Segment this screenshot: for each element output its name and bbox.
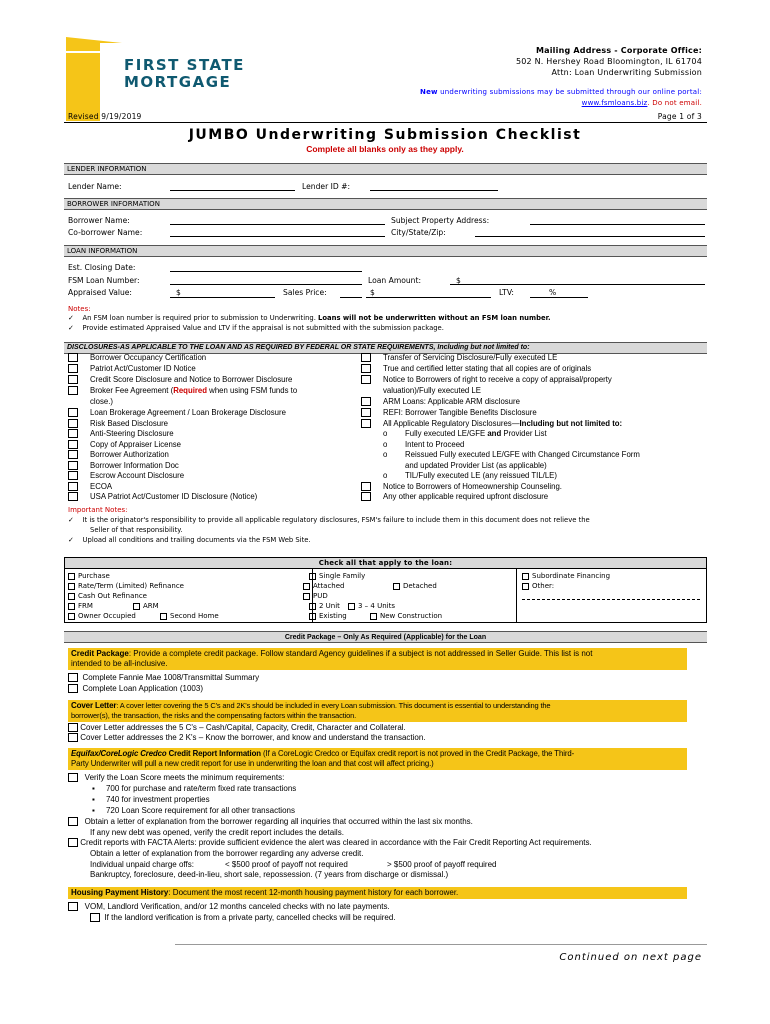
- checkbox-icon[interactable]: [68, 440, 78, 449]
- ltv-percent: %: [549, 288, 557, 297]
- purchase-label: Purchase: [78, 572, 110, 580]
- note-1: [68, 314, 551, 322]
- revised-date: Revised 9/19/2019: [68, 112, 142, 121]
- bullet-icon: ▪: [92, 784, 95, 793]
- two-unit-option[interactable]: [309, 602, 340, 610]
- disclosure-right-item: o Intent to Proceed: [383, 440, 465, 449]
- appraised-value-label: Appraised Value:: [68, 288, 132, 297]
- loan-section-bar: LOAN INFORMATION: [64, 245, 707, 257]
- lender-section-bar: LENDER INFORMATION: [64, 163, 707, 175]
- disclosure-left-item[interactable]: Escrow Account Disclosure: [68, 471, 184, 481]
- attn: Attn: Loan Underwriting Submission: [551, 68, 702, 77]
- cover-letter-note: [68, 700, 687, 722]
- disclosure-left-item-cont: close.): [90, 397, 113, 406]
- verify-score-item[interactable]: [68, 773, 284, 783]
- note-1-text: An FSM loan number is required prior to submission to Underwriting.: [82, 314, 319, 322]
- fsm-loan-number-label: FSM Loan Number:: [68, 276, 140, 285]
- disclosure-left-item[interactable]: Borrower Information Doc: [68, 461, 179, 471]
- disclosures-header: DISCLOSURES-AS APPLICABLE TO THE LOAN AND AS REQUIRED BY FEDERAL OR STATE REQUIREMENTS, Including but not limited to:: [67, 344, 530, 351]
- disclosure-right-item[interactable]: Notice to Borrowers of right to receive a copy of appraisal/property: [361, 375, 612, 385]
- disclosure-left-item[interactable]: ECOA: [68, 482, 112, 492]
- credit-report-bold-1: Equifax/CoreLogic Credco: [71, 749, 167, 758]
- housing-history-bold: Housing Payment History: [71, 888, 169, 897]
- inquiries-label: Obtain a letter of explanation from the borrower regarding all inquiries that occurred within the last six months.: [84, 817, 473, 826]
- checkbox-icon[interactable]: [68, 603, 75, 610]
- note-2-text: Provide estimated Appraised Value and LTV if the appraisal is not submitted with the submission package.: [82, 324, 444, 332]
- score-bullet-3: [92, 806, 295, 816]
- disclosure-right-item[interactable]: Transfer of Servicing Disclosure/Fully executed LE: [361, 353, 557, 363]
- loan-app-item[interactable]: [68, 684, 203, 694]
- important-1: [68, 516, 590, 524]
- checkbox-icon[interactable]: [68, 673, 78, 682]
- cover-2-label: Cover Letter addresses the 2 K's – Know the borrower, and know and understand the transaction.: [80, 733, 426, 742]
- newcon-label: New Construction: [380, 612, 443, 620]
- checkbox-icon[interactable]: [68, 613, 75, 620]
- unpaid-item: [90, 860, 194, 870]
- logo-text-2: MORTGAGE: [124, 73, 232, 91]
- rateterm-option[interactable]: [68, 582, 184, 590]
- frm-option[interactable]: [68, 602, 93, 610]
- checkbox-icon[interactable]: [68, 723, 78, 732]
- important-2: [68, 536, 311, 544]
- cover-2-item[interactable]: [68, 733, 426, 743]
- disclosure-right-item[interactable]: All Applicable Regulatory Disclosures—Including but not limited to:: [361, 419, 622, 429]
- lender-name-label: Lender Name:: [68, 182, 122, 191]
- cover-letter-bold: Cover Letter: [71, 701, 117, 710]
- cover-1-item[interactable]: [68, 723, 406, 733]
- fannie-item[interactable]: [68, 673, 259, 683]
- vom-sub-item[interactable]: [90, 913, 396, 923]
- closing-date-label: Est. Closing Date:: [68, 263, 136, 272]
- checkbox-icon[interactable]: [68, 773, 78, 782]
- coborrower-name-field[interactable]: [170, 236, 385, 237]
- subordinate-option[interactable]: [522, 572, 610, 580]
- sales-price-field[interactable]: [340, 297, 362, 298]
- appraised-dollar: $: [176, 288, 181, 297]
- subfin-label: Subordinate Financing: [532, 572, 611, 580]
- two-label: 2 Unit: [319, 602, 340, 610]
- checkbox-icon[interactable]: [68, 450, 78, 459]
- credit-report-bold-2: Credit Report Information: [166, 749, 261, 758]
- fannie-label: Complete Fannie Mae 1008/Transmittal Summary: [82, 673, 260, 682]
- checkbox-icon[interactable]: [361, 353, 371, 362]
- disclosure-left-item[interactable]: Broker Fee Agreement (Required when using FSM funds to: [68, 386, 297, 396]
- disclosure-left-item[interactable]: Loan Brokerage Agreement / Loan Brokerage Disclosure: [68, 408, 286, 418]
- important-2-text: Upload all conditions and trailing documents via the FSM Web Site.: [82, 536, 311, 544]
- appraised-value-field[interactable]: [170, 297, 275, 298]
- coborrower-name-label: Co-borrower Name:: [68, 228, 143, 237]
- credit-package-text: : Provide a complete credit package. Follow standard Agency guidelines if a subject is not addressed in Seller Guide. This list is not: [128, 649, 593, 658]
- disclosure-left-item[interactable]: Anti-Steering Disclosure: [68, 429, 174, 439]
- checkbox-icon[interactable]: [522, 573, 529, 580]
- logo-mark-icon: [66, 37, 128, 121]
- continued-note: Continued on next page: [559, 952, 702, 963]
- checkbox-icon[interactable]: [68, 817, 78, 826]
- loan-amount-field[interactable]: [450, 284, 705, 285]
- existing-label: Existing: [319, 612, 347, 620]
- note-2: [68, 324, 444, 332]
- loan-amount-label: Loan Amount:: [368, 276, 422, 285]
- checkbox-icon[interactable]: [68, 408, 78, 417]
- sales-price-field-2[interactable]: [366, 297, 491, 298]
- lender-name-field[interactable]: [170, 190, 295, 191]
- notes-title: Notes:: [68, 305, 91, 313]
- sales-price-label: Sales Price:: [283, 288, 327, 297]
- bullet-icon: ▪: [92, 806, 95, 815]
- loan-type-header: Check all that apply to the loan:: [65, 558, 706, 569]
- checkbox-icon[interactable]: [361, 482, 371, 491]
- checkbox-icon[interactable]: [68, 593, 75, 600]
- checkbox-icon[interactable]: [68, 364, 78, 373]
- checkbox-icon[interactable]: [309, 573, 316, 580]
- checkbox-icon[interactable]: [68, 375, 78, 384]
- score-1-text: 700 for purchase and rate/term fixed rate transactions: [105, 784, 297, 793]
- checkbox-icon[interactable]: [90, 913, 100, 922]
- bankruptcy-item: Bankruptcy, foreclosure, deed-in-lieu, short sale, repossession. (7 years from discharge or dismissal.): [90, 870, 449, 879]
- unpaid-under: < $500 proof of payoff not required: [225, 860, 348, 869]
- disclosure-left-item[interactable]: Borrower Authorization: [68, 450, 169, 460]
- checkbox-icon[interactable]: [68, 492, 78, 501]
- checkbox-icon[interactable]: [303, 583, 310, 590]
- checkbox-icon[interactable]: [68, 733, 78, 742]
- checkbox-icon[interactable]: [68, 583, 75, 590]
- borrower-name-label: Borrower Name:: [68, 216, 130, 225]
- other-field[interactable]: [522, 599, 700, 600]
- credit-package-note: [68, 648, 687, 670]
- housing-history-text: : Document the most recent 12-month housing payment history for each borrower.: [168, 888, 459, 897]
- logo: [66, 37, 266, 121]
- checkbox-icon[interactable]: [361, 397, 371, 406]
- vom-sub-label: If the landlord verification is from a private party, cancelled checks will be required.: [104, 913, 396, 922]
- attached-option[interactable]: [303, 582, 344, 590]
- checkmark-icon: ✓: [68, 324, 74, 332]
- cover-letter-text-2: borrower(s), the transaction, the risks and the compensating factors within the transaction.: [71, 711, 357, 720]
- checkbox-icon[interactable]: [68, 353, 78, 362]
- housing-history-note: [68, 887, 687, 899]
- property-address-label: Subject Property Address:: [391, 216, 490, 225]
- checkbox-icon[interactable]: [68, 471, 78, 480]
- loan-amount-dollar: $: [456, 276, 461, 285]
- checkbox-icon[interactable]: [68, 429, 78, 438]
- checkbox-icon[interactable]: [68, 386, 78, 395]
- credit-package-text-2: intended to be all-inclusive.: [71, 659, 168, 668]
- vom-item[interactable]: [68, 902, 390, 912]
- mailing-label: Mailing Address - Corporate Office:: [535, 46, 702, 55]
- inquiries-line-2: If any new debt was opened, verify the credit report includes the details.: [90, 828, 344, 837]
- address: 502 N. Hershey Road Bloomington, IL 61704: [515, 57, 702, 66]
- other-label: Other:: [532, 582, 555, 590]
- credit-package-header: Credit Package – Only As Required (Applicable) for the Loan: [64, 631, 707, 643]
- second-home-option[interactable]: [160, 612, 219, 620]
- vom-label: VOM, Landlord Verification, and/or 12 months canceled checks with no late payments.: [84, 902, 390, 911]
- owner-occupied-option[interactable]: [68, 612, 136, 620]
- city-state-zip-label: City/State/Zip:: [391, 228, 446, 237]
- page-title: JUMBO Underwriting Submission Checklist: [188, 127, 582, 143]
- checkbox-icon[interactable]: [68, 419, 78, 428]
- disclosure-right-item: o Fully executed LE/GFE and Provider List: [383, 429, 547, 438]
- portal-line: [582, 99, 702, 107]
- credit-report-text: (If a CoreLogic Credco or Equifax credit report is not proved in the Credit Package, the Third-: [260, 749, 575, 758]
- pud-option[interactable]: [303, 592, 328, 600]
- disclosure-left-item[interactable]: Risk Based Disclosure: [68, 419, 168, 429]
- cover-letter-text: : A cover letter covering the 5 C's and 2K's should be included in every Loan submission. This document is essential to understanding the: [116, 701, 551, 710]
- ltv-label: LTV:: [499, 288, 514, 297]
- rateterm-label: Rate/Term (Limited) Refinance: [78, 582, 184, 590]
- disclosure-right-item[interactable]: Notice to Borrowers of Homeownership Counseling.: [361, 482, 562, 492]
- ltv-field[interactable]: [530, 297, 588, 298]
- existing-option[interactable]: [309, 612, 347, 620]
- checkbox-icon[interactable]: [522, 583, 529, 590]
- borrower-name-field[interactable]: [170, 224, 385, 225]
- inquiries-item[interactable]: [68, 817, 473, 827]
- credit-report-text-2: Party Underwriter will pull a new credit report for use in underwriting the loan and that cost will affect pricing.): [71, 759, 434, 768]
- disclosure-left-item[interactable]: Copy of Appraiser License: [68, 440, 181, 450]
- city-state-zip-field[interactable]: [475, 236, 705, 237]
- footer-rule: [175, 944, 707, 945]
- checkbox-icon[interactable]: [68, 482, 78, 491]
- logo-text-1: FIRST STATE: [124, 56, 245, 74]
- checkbox-icon[interactable]: [309, 613, 316, 620]
- second-label: Second Home: [170, 612, 219, 620]
- checkbox-icon[interactable]: [133, 603, 140, 610]
- lender-id-field[interactable]: [370, 190, 498, 191]
- disclosure-right-item[interactable]: True and certified letter stating that all copies are of originals: [361, 364, 591, 374]
- disclosure-left-item[interactable]: USA Patriot Act/Customer ID Disclosure (Notice): [68, 492, 257, 502]
- property-address-field[interactable]: [530, 224, 705, 225]
- pud-label: PUD: [313, 592, 328, 600]
- credit-report-note: [68, 748, 687, 770]
- sales-price-dollar: $: [370, 288, 375, 297]
- important-title: Important Notes:: [68, 506, 128, 514]
- attached-label: Attached: [313, 582, 345, 590]
- lender-id-label: Lender ID #:: [302, 182, 351, 191]
- disclosure-right-item[interactable]: Any other applicable required upfront disclosure: [361, 492, 548, 502]
- closing-date-field[interactable]: [170, 271, 362, 272]
- page-number: Page 1 of 3: [657, 112, 702, 121]
- checkbox-icon[interactable]: [160, 613, 167, 620]
- detached-option[interactable]: [393, 582, 437, 590]
- frm-label: FRM: [78, 602, 93, 610]
- disclosure-right-item: valuation)/Fully executed LE: [383, 386, 481, 395]
- bullet-icon: ▪: [92, 795, 95, 804]
- portal-link[interactable]: www.fsmloans.biz: [581, 99, 648, 107]
- three-four-option[interactable]: [348, 602, 395, 610]
- header-rule: [64, 122, 707, 123]
- checkbox-icon[interactable]: [68, 684, 78, 693]
- three-label: 3 – 4 Units: [358, 602, 395, 610]
- disclosure-right-item: o TIL/Fully executed LE (any reissued TIL/LE): [383, 471, 557, 480]
- checkbox-icon[interactable]: [68, 902, 78, 911]
- single-family-option[interactable]: [309, 572, 365, 580]
- checkbox-icon[interactable]: [361, 408, 371, 417]
- cover-1-label: Cover Letter addresses the 5 C's – Cash/Capital, Capacity, Credit, Character and Collateral.: [80, 723, 406, 732]
- score-3-text: 720 Loan Score requirement for all other transactions: [105, 806, 295, 815]
- score-bullet-1: [92, 784, 296, 794]
- checkbox-icon[interactable]: [348, 603, 355, 610]
- disclosure-left-item[interactable]: Credit Score Disclosure and Notice to Borrower Disclosure: [68, 375, 292, 385]
- single-label: Single Family: [319, 572, 366, 580]
- verify-score-label: Verify the Loan Score meets the minimum requirements:: [84, 773, 285, 782]
- checkbox-icon[interactable]: [393, 583, 400, 590]
- purchase-option[interactable]: [68, 572, 110, 580]
- checkbox-icon[interactable]: [68, 461, 78, 470]
- facta-label: Credit reports with FACTA Alerts: provide sufficient evidence the alert was cleared in accordance with the Fair Credit Reporting Act requirements.: [80, 838, 592, 847]
- score-bullet-2: [92, 795, 210, 805]
- disclosure-right-item: o Reissued Fully executed LE/GFE with Changed Circumstance Form: [383, 450, 640, 459]
- fsm-loan-number-field[interactable]: [170, 284, 362, 285]
- detached-label: Detached: [403, 582, 437, 590]
- score-2-text: 740 for investment properties: [105, 795, 210, 804]
- checkbox-icon[interactable]: [303, 593, 310, 600]
- checkbox-icon[interactable]: [361, 375, 371, 384]
- checkbox-icon[interactable]: [370, 613, 377, 620]
- unpaid-over: > $500 proof of payoff required: [387, 860, 497, 869]
- checkmark-icon: ✓: [68, 516, 74, 524]
- portal-note: [420, 88, 702, 96]
- checkbox-icon[interactable]: [68, 838, 78, 847]
- disclosure-left-item[interactable]: Patriot Act/Customer ID Notice: [68, 364, 196, 374]
- portal-note-text: underwriting submissions may be submitted through our online portal:: [437, 88, 702, 96]
- checkbox-icon[interactable]: [361, 364, 371, 373]
- cashout-option[interactable]: [68, 592, 147, 600]
- other-option[interactable]: [522, 582, 554, 590]
- facta-item[interactable]: [68, 838, 592, 848]
- credit-package-bold: Credit Package: [71, 649, 129, 658]
- loan-app-label: Complete Loan Application (1003): [82, 684, 203, 693]
- owner-label: Owner Occupied: [78, 612, 136, 620]
- disclosure-right-item[interactable]: ARM Loans: Applicable ARM disclosure: [361, 397, 520, 407]
- checkbox-icon[interactable]: [361, 492, 371, 501]
- disclosure-left-item[interactable]: Borrower Occupancy Certification: [68, 353, 206, 363]
- disclosure-right-item: and updated Provider List (as applicable): [405, 461, 547, 470]
- arm-label: ARM: [143, 602, 159, 610]
- important-1-text: It is the originator's responsibility to provide all applicable regulatory disclosures, FSM's failure to include them in this document does not relieve the: [82, 516, 590, 524]
- page-subtitle: Complete all blanks only as they apply.: [306, 144, 464, 154]
- disclosure-right-item[interactable]: REFI: Borrower Tangible Benefits Disclosure: [361, 408, 537, 418]
- unpaid-label: Individual unpaid charge offs:: [90, 860, 194, 869]
- borrower-section-bar: BORROWER INFORMATION: [64, 198, 707, 210]
- cashout-label: Cash Out Refinance: [78, 592, 147, 600]
- checkmark-icon: ✓: [68, 314, 74, 322]
- checkbox-icon[interactable]: [68, 573, 75, 580]
- adverse-item: Obtain a letter of explanation from the borrower regarding any adverse credit.: [90, 849, 364, 858]
- arm-option[interactable]: [133, 602, 159, 610]
- new-word: New: [420, 88, 438, 96]
- no-email: . Do not email.: [647, 99, 702, 107]
- checkmark-icon: ✓: [68, 536, 74, 544]
- important-1b: Seller of that responsibility.: [90, 526, 183, 534]
- new-construction-option[interactable]: [370, 612, 442, 620]
- checkbox-icon[interactable]: [361, 419, 371, 428]
- note-1-bold: Loans will not be underwritten without an FSM loan number.: [318, 314, 551, 322]
- checkbox-icon[interactable]: [309, 603, 316, 610]
